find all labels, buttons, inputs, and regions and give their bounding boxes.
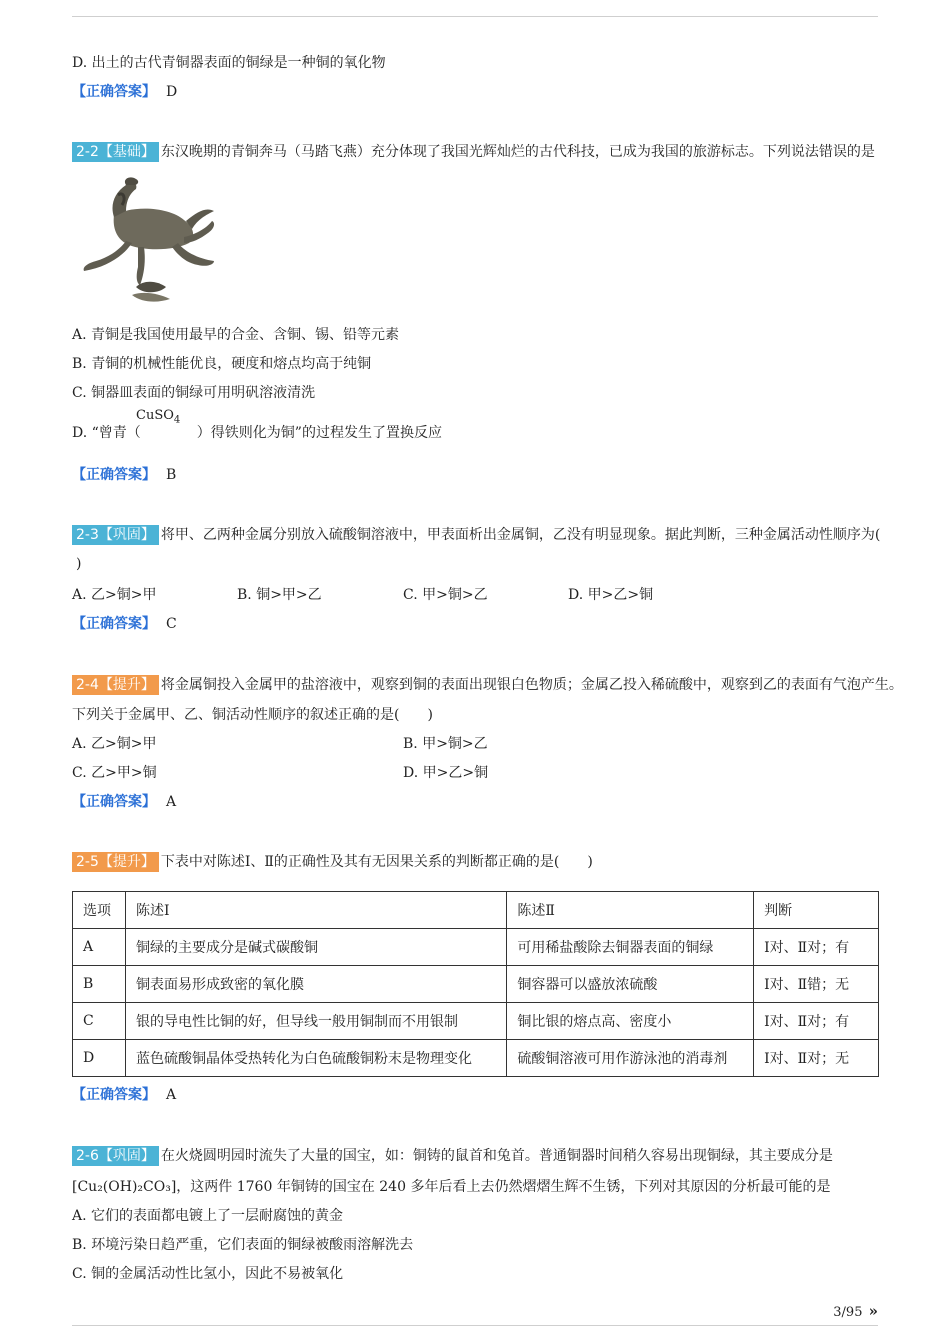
q23-stem-end: )	[76, 556, 82, 572]
answer-value: A	[166, 1087, 177, 1103]
table-cell: B	[73, 966, 126, 1003]
q23-option-a: A. 乙>铜>甲	[72, 587, 157, 603]
q26-stem	[72, 1146, 833, 1166]
table-row	[73, 1040, 879, 1077]
q25-stem-text: 下表中对陈述Ⅰ、Ⅱ的正确性及其有无因果关系的判断都正确的是( )	[160, 854, 593, 870]
statement-table	[72, 891, 879, 1077]
q25-stem	[72, 852, 593, 872]
table-cell: 铜绿的主要成分是碱式碳酸铜	[125, 929, 506, 966]
q23-option-b: B. 铜>甲>乙	[237, 587, 322, 603]
q23-option-c: C. 甲>铜>乙	[403, 587, 488, 603]
table-cell: Ⅰ对、Ⅱ错；无	[754, 966, 879, 1003]
q24-stem-2: 下列关于金属甲、乙、铜活动性顺序的叙述正确的是( )	[72, 707, 433, 723]
table-cell: 银的导电性比铜的好，但导线一般用铜制而不用银制	[125, 1003, 506, 1040]
bottom-rule	[72, 1325, 878, 1326]
table-header-row	[73, 892, 879, 929]
q21-option-d: D. 出土的古代青铜器表面的铜绿是一种铜的氧化物	[72, 55, 386, 71]
q26-stem-text: 在火烧圆明园时流失了大量的国宝，如：铜铸的鼠首和兔首。普通铜器时间稍久容易出现铜绿，其主要成分是	[160, 1148, 833, 1164]
q26-option-b: B. 环境污染日趋严重，它们表面的铜绿被酸雨溶解洗去	[72, 1237, 414, 1253]
q22-tag: 2-2【基础】	[72, 142, 159, 162]
table-cell: C	[73, 1003, 126, 1040]
answer-value: C	[166, 616, 177, 632]
table-cell: 铜比银的熔点高、密度小	[507, 1003, 754, 1040]
q24-option-a: A. 乙>铜>甲	[72, 736, 157, 752]
table-header-cell: 判断	[754, 892, 879, 929]
table-cell: D	[73, 1040, 126, 1077]
q24-option-b: B. 甲>铜>乙	[403, 736, 488, 752]
q22-option-d	[72, 423, 442, 443]
table-row	[73, 966, 879, 1003]
q23-answer	[72, 614, 177, 634]
answer-label: 【正确答案】	[72, 84, 156, 100]
q25-tag: 2-5【提升】	[72, 852, 159, 872]
table-header-cell: 选项	[73, 892, 126, 929]
q22-option-b: B. 青铜的机械性能优良，硬度和熔点均高于纯铜	[72, 356, 372, 372]
page-number	[833, 1302, 878, 1320]
page-number-text: 3/95	[833, 1305, 863, 1320]
q26-option-a: A. 它们的表面都电镀上了一层耐腐蚀的黄金	[72, 1208, 344, 1224]
q24-option-d: D. 甲>乙>铜	[403, 765, 489, 781]
cuso4-formula	[136, 408, 180, 426]
table-cell: A	[73, 929, 126, 966]
q25-answer	[72, 1085, 176, 1105]
table-cell: 蓝色硫酸铜晶体受热转化为白色硫酸铜粉末是物理变化	[125, 1040, 506, 1077]
answer-label: 【正确答案】	[72, 467, 156, 483]
table-cell: Ⅰ对、Ⅱ对；有	[754, 1003, 879, 1040]
q26-option-c: C. 铜的金属活动性比氢小，因此不易被氧化	[72, 1266, 344, 1282]
double-chevron-right-icon[interactable]: »	[868, 1302, 878, 1320]
q24-tag: 2-4【提升】	[72, 675, 159, 695]
table-header-cell: 陈述Ⅱ	[507, 892, 754, 929]
q22-option-d-before: D. “曾青（	[72, 425, 141, 441]
bronze-galloping-horse-image	[74, 175, 224, 307]
q21-answer	[72, 82, 177, 102]
q22-option-a: A. 青铜是我国使用最早的合金、含铜、锡、铅等元素	[72, 327, 400, 343]
q24-option-c: C. 乙>甲>铜	[72, 765, 157, 781]
answer-value: A	[166, 794, 177, 810]
table-cell: 可用稀盐酸除去铜器表面的铜绿	[507, 929, 754, 966]
table-header-cell: 陈述Ⅰ	[125, 892, 506, 929]
q22-option-d-after: ）得铁则化为铜”的过程发生了置换反应	[196, 425, 442, 441]
table-cell: 铜容器可以盛放浓硫酸	[507, 966, 754, 1003]
q22-stem-text: 东汉晚期的青铜奔马（马踏飞燕）充分体现了我国光辉灿烂的古代科技，已成为我国的旅游标志。下列说法错误的是	[160, 144, 875, 160]
top-rule	[72, 16, 878, 17]
q22-stem	[72, 142, 875, 162]
q22-option-c: C. 铜器皿表面的铜绿可用明矾溶液清洗	[72, 385, 316, 401]
answer-value: B	[166, 467, 177, 483]
q26-stem-2: [Cu₂(OH)₂CO₃]，这两件 1760 年铜铸的国宝在 240 多年后看上去仍然熠熠生辉不生锈，下列对其原因的分析最可能的是	[72, 1179, 831, 1195]
answer-label: 【正确答案】	[72, 794, 156, 810]
formula-main: CuSO	[136, 408, 174, 423]
formula-subscript: 4	[173, 414, 181, 426]
q22-answer	[72, 465, 176, 485]
q24-answer	[72, 792, 176, 812]
q23-stem-text: 将甲、乙两种金属分别放入硫酸铜溶液中，甲表面析出金属铜，乙没有明显现象。据此判断，三种金属活动性顺序为(	[160, 527, 881, 543]
table-cell: Ⅰ对、Ⅱ对；无	[754, 1040, 879, 1077]
table-cell: 铜表面易形成致密的氧化膜	[125, 966, 506, 1003]
answer-label: 【正确答案】	[72, 616, 156, 632]
table-row	[73, 1003, 879, 1040]
answer-label: 【正确答案】	[72, 1087, 156, 1103]
q24-stem-text: 将金属铜投入金属甲的盐溶液中，观察到铜的表面出现银白色物质；金属乙投入稀硫酸中，观察到乙的表面有气泡产生。	[160, 677, 903, 693]
q23-stem	[72, 525, 880, 545]
q24-stem	[72, 675, 903, 695]
table-cell: Ⅰ对、Ⅱ对；有	[754, 929, 879, 966]
q23-option-d: D. 甲>乙>铜	[568, 587, 654, 603]
answer-value: D	[166, 84, 178, 100]
table-cell: 硫酸铜溶液可用作游泳池的消毒剂	[507, 1040, 754, 1077]
table-row	[73, 929, 879, 966]
q26-tag: 2-6【巩固】	[72, 1146, 159, 1166]
q23-tag: 2-3【巩固】	[72, 525, 159, 545]
